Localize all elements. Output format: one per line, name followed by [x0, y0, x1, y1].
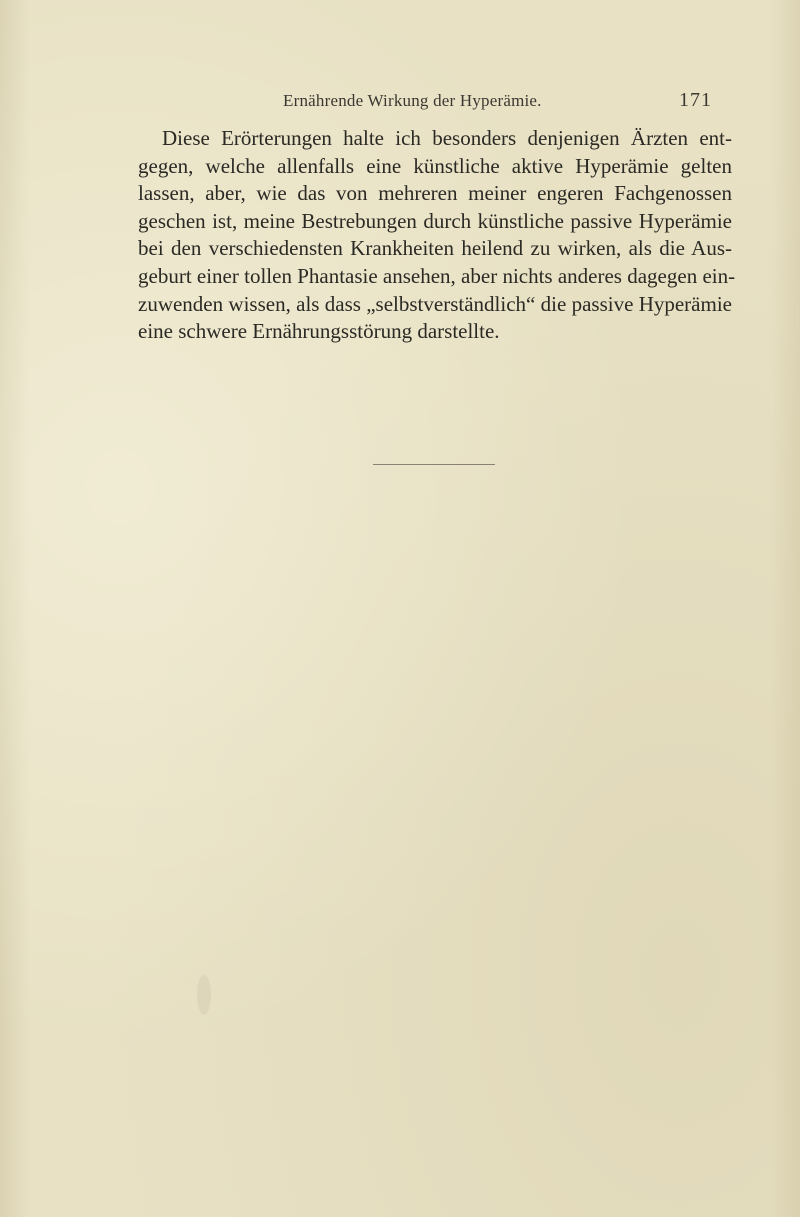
section-divider-rule: [373, 464, 495, 465]
text-line: bei den verschiedensten Krankheiten heilend zu wirken, als die Aus-: [138, 236, 732, 261]
text-line: Diese Erörterungen halte ich besonders denjenigen Ärzten ent-: [162, 126, 732, 150]
body-paragraph: [138, 125, 736, 346]
text-line: gegen, welche allenfalls eine künstliche aktive Hyperämie gelten: [138, 153, 732, 178]
text-line: geschen ist, meine Bestrebungen durch künstliche passive Hyperämie: [138, 208, 732, 233]
text-line: eine schwere Ernährungsstörung darstellte.: [138, 319, 500, 344]
text-line: lassen, aber, wie das von mehreren meiner engeren Fachgenossen: [138, 181, 732, 206]
running-head: Ernährende Wirkung der Hyperämie.: [283, 91, 542, 110]
text-line: zuwenden wissen, als dass „selbstverständlich“ die passive Hyperämie: [138, 291, 732, 316]
paper-smudge: [197, 975, 211, 1015]
page-number: 171: [679, 89, 712, 111]
text-line: geburt einer tollen Phantasie ansehen, aber nichts anderes dagegen ein-: [138, 263, 736, 288]
